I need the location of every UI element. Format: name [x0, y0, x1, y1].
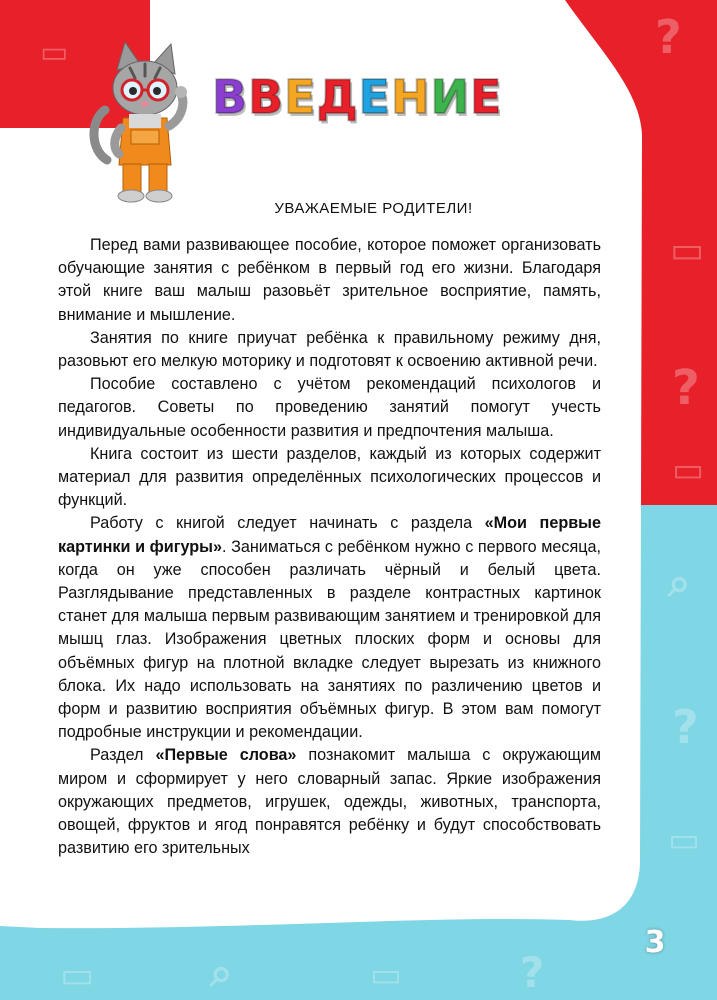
paragraph-text: Книга состоит из шести разделов, каждый из которых содержит материал для развития определённых психологических процессов и функций. [58, 444, 601, 510]
title-letter: Е [284, 70, 317, 124]
book-decor-icon: ▭ [370, 955, 403, 995]
book-decor-icon: ▭ [40, 35, 69, 70]
page-title [212, 70, 502, 130]
book-decor-icon: ▭ [670, 230, 705, 271]
title-letter: В [248, 70, 285, 124]
section-name: «Первые слова» [155, 746, 297, 765]
paragraph-text: Пособие составлено с учётом рекомендаций психологов и педагогов. Советы по проведению занятий помогут учесть индивидуальные особенности развития и предпочтения малыша. [58, 375, 601, 440]
book-decor-icon: ▭ [60, 955, 95, 996]
question-mark-decor-icon: ? [520, 948, 545, 997]
title-letter: Е [469, 70, 503, 124]
mascot-cat [85, 40, 205, 205]
paragraph-text: Раздел [90, 746, 156, 765]
title-letter: В [212, 70, 249, 124]
title-letter: Е [358, 70, 391, 124]
paragraph [58, 744, 601, 860]
paragraph [58, 234, 601, 327]
paragraph-text: Перед вами развивающее пособие, которое поможет организовать обучающие занятия с ребёнком в первый год его жизни. Благодаря этой книге ваш малыш разовьёт зрительное восприятие, память, внимание и мышление. [58, 236, 601, 324]
paragraph-text: Занятия по книге приучат ребёнка к правильному режиму дня, разовьют его мелкую моторику и подготовят к освоению активной речи. [58, 328, 601, 371]
title-letter: И [430, 70, 470, 124]
paragraph [58, 373, 601, 443]
question-mark-decor-icon: ? [672, 700, 699, 754]
title-letter: Н [390, 70, 431, 124]
paragraph [58, 327, 601, 373]
paragraph-text: познакомит малыша с окружающим миром и сформирует у него словарный запас. Яркие изображения окружающих предметов, игрушек, одежды, животных, транспорта, овощей, фруктов и ягод понравятся ребёнку и будут способствовать развитию его зрительных [58, 746, 601, 858]
paragraph [58, 512, 601, 744]
intro-text [58, 234, 601, 860]
title-letter: Д [316, 70, 359, 124]
cat-with-glasses-icon [85, 40, 205, 205]
magnifier-decor-icon: ⌕ [210, 950, 233, 996]
magnifier-decor-icon: ⌕ [668, 560, 691, 606]
paragraph-text: Работу с книгой следует начинать с раздела [90, 514, 485, 533]
page-number: 3 [644, 925, 666, 960]
question-mark-decor-icon: ? [655, 10, 682, 64]
section-name: «Мои первые картинки и фигуры» [58, 514, 601, 556]
paragraph [58, 443, 601, 513]
book-decor-icon: ▭ [672, 450, 705, 490]
question-mark-decor-icon: ? [672, 360, 700, 416]
paragraph-text: . Заниматься с ребёнком нужно с первого месяца, когда он уже способен различать чёрный и белый цвета. Разглядывание представленных в разделе контрастных картинок станет для малыша первым развивающим занятием и тренировкой для мышц глаз. Изображения цветных плоских форм и основы для объёмных фигур на плотной вкладке следует вырезать из книжного блока. Их надо использовать на занятиях по различению цветов и форм и развитию восприятия объёмных фигур. В этом вам помогут подробные инструкции и рекомендации. [58, 537, 602, 742]
book-decor-icon: ▭ [668, 820, 701, 860]
salutation-heading: УВАЖАЕМЫЕ РОДИТЕЛИ! [274, 200, 473, 217]
